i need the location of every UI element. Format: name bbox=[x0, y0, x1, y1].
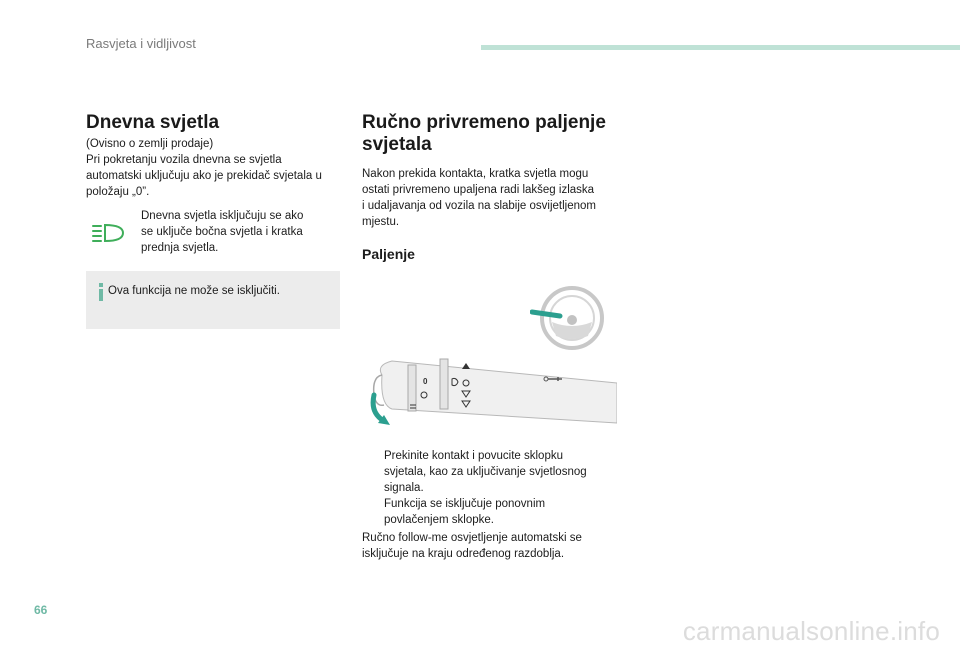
main-beam-arrow-icon bbox=[462, 363, 470, 369]
right-column bbox=[362, 112, 612, 230]
subheading-switching-on: Paljenje bbox=[362, 246, 415, 262]
right-intro bbox=[362, 166, 612, 230]
drl-icon-text bbox=[141, 208, 336, 256]
info-note-box bbox=[86, 271, 340, 329]
icon-text-line: prednja svjetla. bbox=[141, 242, 219, 254]
section-heading-line: svjetala bbox=[362, 134, 432, 155]
list-item-line: povlačenjem sklopke. bbox=[384, 514, 494, 526]
info-note-text: Ova funkcija ne može se isključiti. bbox=[108, 285, 280, 297]
page-number: 66 bbox=[34, 603, 48, 617]
list-item-line: Funkcija se isključuje ponovnim bbox=[384, 498, 546, 510]
paragraph-line: Pri pokretanju vozila dnevna se svjetla bbox=[86, 154, 282, 166]
availability-note: (Ovisno o zemlji prodaje) bbox=[86, 138, 214, 150]
chapter-title: Rasvjeta i vidljivost bbox=[86, 36, 196, 51]
steering-wheel-illustration bbox=[530, 284, 605, 356]
paragraph-line: isključuje na kraju određenog razdoblja. bbox=[362, 548, 565, 560]
paragraph-line: Nakon prekida kontakta, kratka svjetla mogu bbox=[362, 168, 589, 180]
list-item-line: svjetala, kao za uključivanje svjetlosnog bbox=[384, 466, 587, 478]
section-heading-daytime-lights: Dnevna svjetla bbox=[86, 112, 220, 133]
icon-text-line: Dnevna svjetla isključuju se ako bbox=[141, 210, 304, 222]
list-item bbox=[362, 448, 612, 496]
paragraph-line: Ručno follow-me osvjetljenje automatski se bbox=[362, 532, 582, 544]
list-item bbox=[362, 496, 612, 528]
paragraph-line: i udaljavanja od vozila na slabije osvijetljenom bbox=[362, 200, 596, 212]
daytime-running-light-icon bbox=[92, 222, 124, 244]
pull-arrow-icon bbox=[373, 395, 384, 421]
closing-paragraph bbox=[362, 530, 612, 562]
paragraph-line: položaju „0”. bbox=[86, 186, 150, 198]
stalk-position-zero: 0 bbox=[423, 377, 428, 386]
paragraph-line: automatski uključuju ako je prekidač svjetala u bbox=[86, 170, 322, 182]
header-accent-bar bbox=[481, 45, 960, 50]
icon-text-line: se uključe bočna svjetla i kratka bbox=[141, 226, 303, 238]
info-icon bbox=[96, 283, 106, 301]
watermark: carmanualsonline.info bbox=[682, 616, 940, 646]
paragraph-line: mjestu. bbox=[362, 216, 400, 228]
list-item-line: Prekinite kontakt i povucite sklopku bbox=[384, 450, 563, 462]
section-heading-line: Ručno privremeno paljenje bbox=[362, 112, 606, 133]
left-column bbox=[86, 112, 341, 200]
instruction-list bbox=[362, 448, 612, 528]
list-item-line: signala. bbox=[384, 482, 424, 494]
light-stalk-illustration bbox=[362, 355, 617, 430]
paragraph-line: ostati privremeno upaljena radi lakšeg izlaska bbox=[362, 184, 595, 196]
